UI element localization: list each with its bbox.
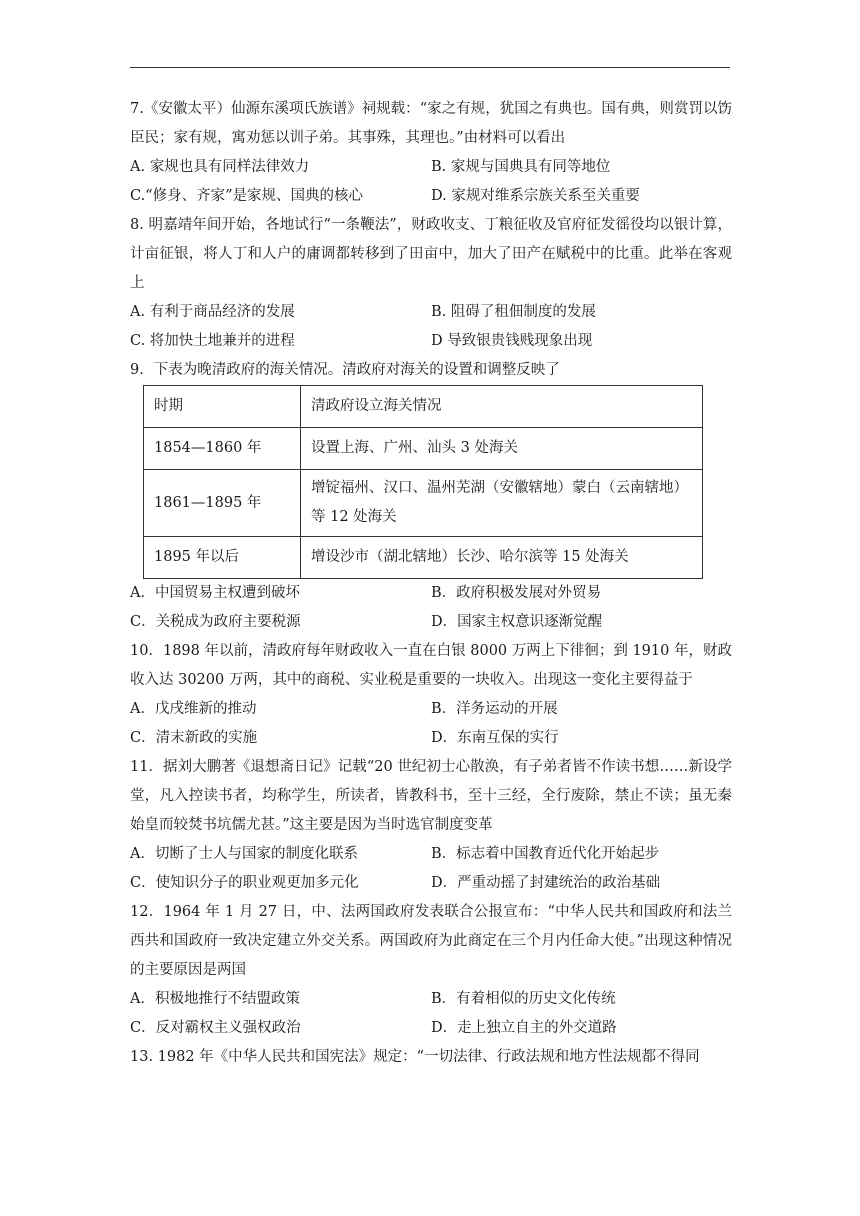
table-cell: 1861—1895 年	[144, 470, 301, 537]
option-c[interactable]: C. 将加快土地兼并的进程	[130, 333, 295, 349]
options-row	[130, 327, 732, 356]
options-row	[130, 1014, 732, 1043]
option-b[interactable]: B. 阻碍了租佃制度的发展	[431, 304, 596, 320]
options-row	[130, 298, 732, 327]
question-7	[130, 95, 732, 211]
question-stem: 10．1898 年以前，清政府每年财政收入一直在白银 8000 万两上下徘徊；到 1910 年，财政收入达 30200 万两，其中的商税、实业税是重要的一块收入。出现这一变化主要得益于	[130, 643, 732, 688]
question-stem: 8. 明嘉靖年间开始，各地试行“一条鞭法”，财政收支、丁粮征收及官府征发徭役均以银计算，计亩征银，将人丁和人户的庸调都转移到了田亩中，加大了田产在赋税中的比重。此举在客观上	[130, 217, 732, 291]
option-b[interactable]: B．标志着中国教育近代化开始起步	[431, 846, 660, 862]
option-d[interactable]: D．国家主权意识逐渐觉醒	[431, 614, 603, 630]
option-d[interactable]: D．东南互保的实行	[431, 730, 559, 746]
option-b[interactable]: B. 家规与国典具有同等地位	[431, 159, 611, 175]
table-header-cell: 清政府设立海关情况	[301, 386, 703, 428]
options-row	[130, 182, 732, 211]
options-row	[130, 985, 732, 1014]
question-stem: 12．1964 年 1 月 27 日，中、法两国政府发表联合公报宣布：“中华人民共和国政府和法兰西共和国政府一致决定建立外交关系。两国政府为此商定在三个月内任命大使。”出现这种情况的主要原因是两国	[130, 904, 732, 978]
option-a[interactable]: A．戊戌维新的推动	[130, 701, 257, 717]
option-c[interactable]: C.“修身、齐家”是家规、国典的核心	[130, 188, 364, 204]
option-c[interactable]: C．反对霸权主义强权政治	[130, 1020, 301, 1036]
option-d[interactable]: D．严重动摇了封建统治的政治基础	[431, 875, 661, 891]
question-stem: 13. 1982 年《中华人民共和国宪法》规定：“一切法律、行政法规和地方性法规都不得同	[130, 1049, 700, 1065]
table-row	[144, 428, 703, 470]
question-11	[130, 753, 732, 898]
question-13	[130, 1043, 732, 1072]
customs-table	[143, 385, 703, 579]
table-cell: 1854—1860 年	[144, 428, 301, 470]
option-b[interactable]: B．政府积极发展对外贸易	[431, 585, 602, 601]
option-b[interactable]: B．洋务运动的开展	[431, 701, 558, 717]
option-c[interactable]: C．使知识分子的职业观更加多元化	[130, 875, 359, 891]
option-d[interactable]: D. 家规对维系宗族关系至关重要	[431, 188, 640, 204]
option-d[interactable]: D．走上独立自主的外交道路	[431, 1020, 617, 1036]
option-a[interactable]: A. 家规也具有同样法律效力	[130, 159, 310, 175]
table-cell: 增设沙市（湖北辖地）长沙、哈尔滨等 15 处海关	[301, 537, 703, 579]
question-10	[130, 637, 732, 753]
option-d[interactable]: D 导致银贵钱贱现象出现	[431, 333, 593, 349]
options-row	[130, 608, 732, 637]
question-list	[130, 95, 732, 1072]
option-a[interactable]: A. 有利于商品经济的发展	[130, 304, 295, 320]
table-row	[144, 470, 703, 537]
table-header-row	[144, 386, 703, 428]
option-a[interactable]: A．切断了士人与国家的制度化联系	[130, 846, 358, 862]
table-cell: 增锭福州、汉口、温州芜湖（安徽辖地）蒙白（云南辖地）等 12 处海关	[301, 470, 703, 537]
question-9	[130, 356, 732, 637]
options-row	[130, 869, 732, 898]
question-stem: 7.《安徽太平）仙源东溪项氏族谱》祠规载：“家之有规，犹国之有典也。国有典，则赏罚以饬臣民；家有规，寓劝惩以训子弟。其事殊，其理也。”由材料可以看出	[130, 101, 732, 146]
options-row	[130, 724, 732, 753]
option-a[interactable]: A．积极地推行不结盟政策	[130, 991, 300, 1007]
table-cell: 1895 年以后	[144, 537, 301, 579]
question-8	[130, 211, 732, 356]
question-stem: 11．据刘大鹏著《退想斋日记》记载“20 世纪初士心散涣，有子弟者皆不作读书想……新设学堂，凡入控读书者，均称学生，所读者，皆教科书，至十三经，全行废除，禁止不读；虽无秦始皇而较焚书坑儒尤甚。”这主要是因为当时选官制度变革	[130, 759, 732, 833]
options-row	[130, 153, 732, 182]
options-row	[130, 840, 732, 869]
option-c[interactable]: C．关税成为政府主要税源	[130, 614, 301, 630]
table-row	[144, 537, 703, 579]
option-b[interactable]: B．有着相似的历史文化传统	[431, 991, 616, 1007]
options-row	[130, 695, 732, 724]
options-row	[130, 579, 732, 608]
table-header-cell: 时期	[144, 386, 301, 428]
option-c[interactable]: C．清末新政的实施	[130, 730, 258, 746]
table-cell: 设置上海、广州、汕头 3 处海关	[301, 428, 703, 470]
question-12	[130, 898, 732, 1043]
question-stem: 9．下表为晚清政府的海关情况。清政府对海关的设置和调整反映了	[130, 362, 560, 378]
header-rule	[130, 67, 730, 68]
option-a[interactable]: A．中国贸易主权遭到破坏	[130, 585, 300, 601]
